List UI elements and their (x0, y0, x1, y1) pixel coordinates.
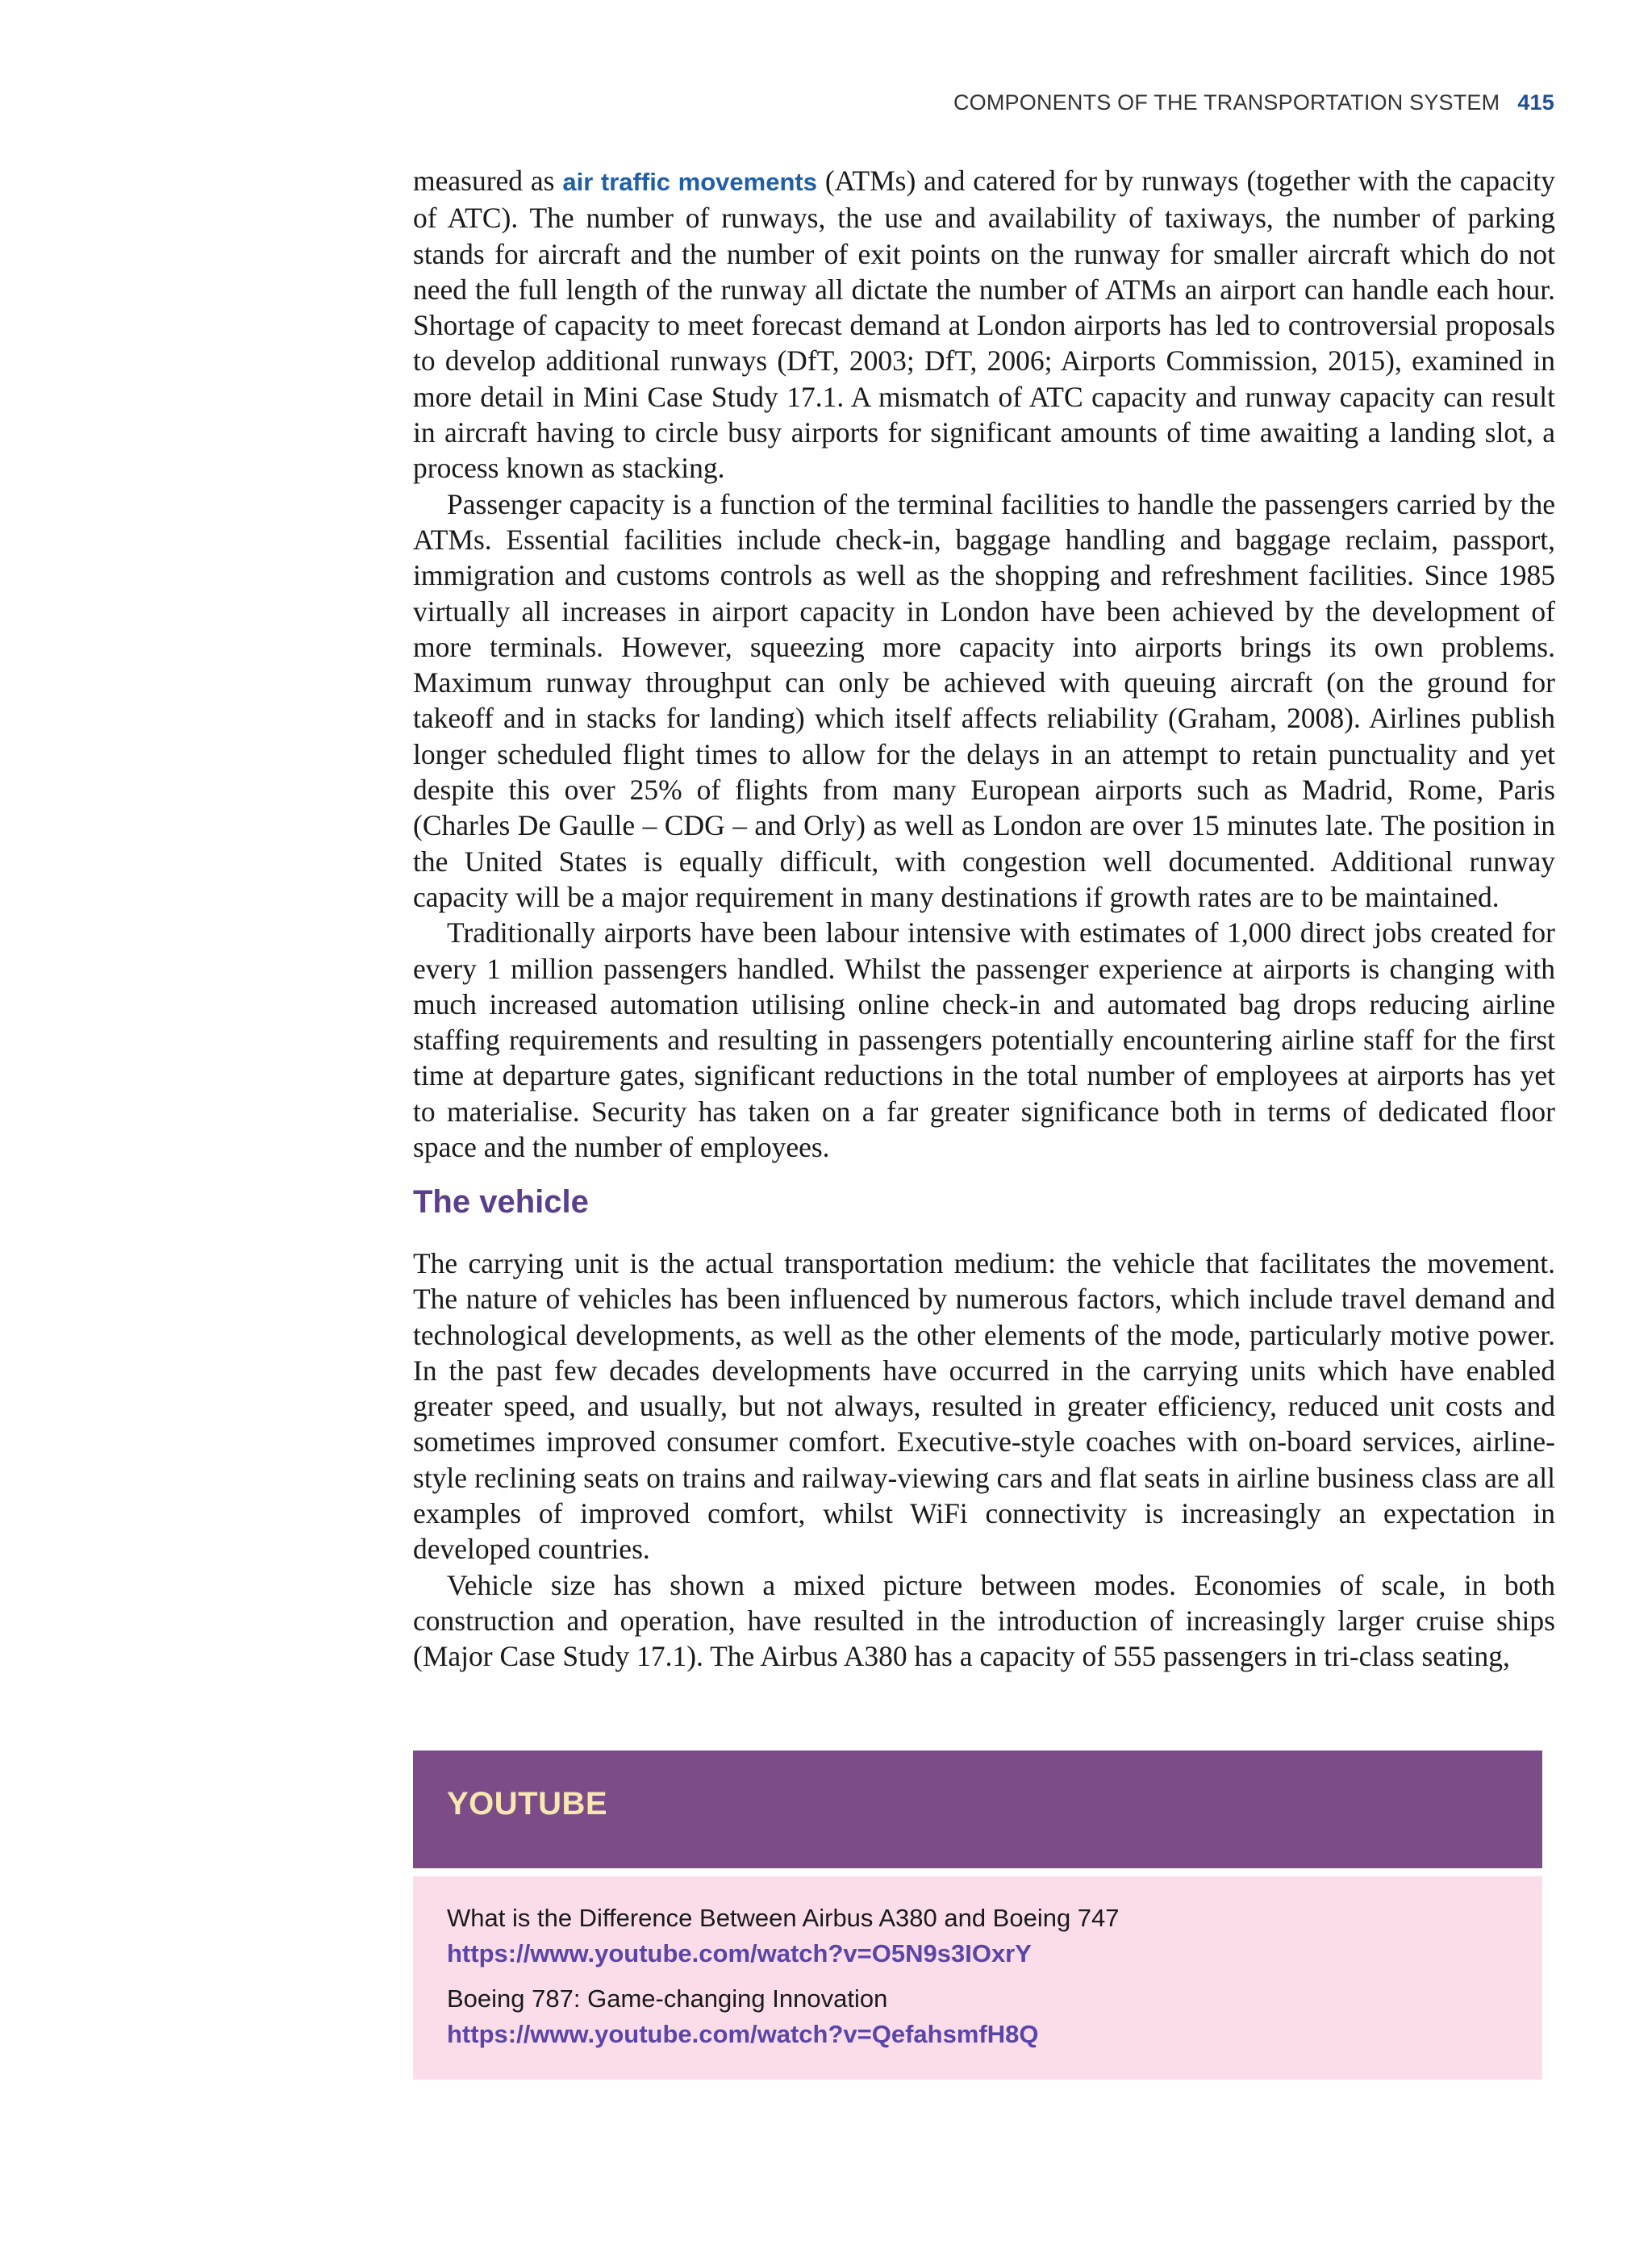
paragraph-carrying-unit: The carrying unit is the actual transportation medium: the vehicle that facilitates the movement. The nature of vehicles has been influenced by numerous factors, which include travel demand and technological developments, as well as the other elements of the mode, particularly motive power. In the past few decades developments have occurred in the carrying units which have enabled greater speed, and usually, but not always, resulted in greater efficiency, reduced unit costs and sometimes improved consumer comfort. Executive-style coaches with on-board services, airline-style reclining seats on trains and railway-viewing cars and flat seats in airline business class are all examples of improved comfort, whilst WiFi connectivity is increasingly an expectation in developed countries. (413, 1247, 1555, 1566)
key-term-air-traffic-movements: air traffic movements (562, 168, 817, 196)
youtube-box-header (413, 1751, 1542, 1868)
paragraph-atm-capacity (413, 163, 1555, 486)
youtube-box (413, 1751, 1542, 2080)
section-heading-vehicle: The vehicle (413, 1184, 589, 1220)
video-title: Boeing 787: Game-changing Innovation (447, 1984, 888, 2013)
youtube-box-body (413, 1876, 1542, 2080)
paragraph-text-lead: measured as (413, 165, 563, 197)
youtube-box-title: YOUTUBE (447, 1786, 608, 1821)
video-title: What is the Difference Between Airbus A380 and Boeing 747 (447, 1904, 1120, 1932)
running-title: COMPONENTS OF THE TRANSPORTATION SYSTEM (953, 90, 1500, 115)
running-head (953, 90, 1554, 115)
video-item-a380-vs-747 (447, 1901, 1508, 1972)
video-item-boeing-787 (447, 1981, 1508, 2052)
body-text-vehicle (413, 1246, 1555, 1675)
paragraph-passenger-capacity: Passenger capacity is a function of the terminal facilities to handle the passengers carried by the ATMs. Essential facilities include check-in, baggage handling and baggage reclaim, passport, immigration and customs controls as well as the shopping and refreshment facilities. Since 1985 virtually all increases in airport capacity in London have been achieved by the development of more terminals. However, squeezing more capacity into airports brings its own problems. Maximum runway throughput can only be achieved with queuing aircraft (on the ground for takeoff and in stacks for landing) which itself affects reliability (Graham, 2008). Airlines publish longer scheduled flight times to allow for the delays in an attempt to retain punctuality and yet despite this over 25% of flights from many European airports such as Madrid, Rome, Paris (Charles De Gaulle – CDG – and Orly) as well as London are over 15 minutes late. The position in the United States is equally difficult, with congestion well documented. Additional runway capacity will be a major requirement in many destinations if growth rates are to be maintained. (413, 487, 1555, 913)
body-text-airport-capacity (413, 163, 1555, 1165)
paragraph-text-rest: (ATMs) and catered for by runways (together with the capacity of ATC). The number of runways, the use and availability of taxiways, the number of parking stands for aircraft and the number of exit points on the runway for smaller aircraft which do not need the full length of the runway all dictate the number of ATMs an airport can handle each hour. Shortage of capacity to meet forecast demand at London airports has led to controversial proposals to develop additional runways (DfT, 2003; DfT, 2006; Airports Commission, 2015), examined in more detail in Mini Case Study 17.1. A mismatch of ATC capacity and runway capacity can result in aircraft having to circle busy airports for significant amounts of time awaiting a landing slot, a process known as stacking. (413, 165, 1556, 485)
paragraph-vehicle-size: Vehicle size has shown a mixed picture between modes. Economies of scale, in both construction and operation, have resulted in the introduction of increasingly larger cruise ships (Major Case Study 17.1). The Airbus A380 has a capacity of 555 passengers in tri-class seating, (413, 1568, 1555, 1673)
video-link[interactable]: https://www.youtube.com/watch?v=O5N9s3IOxrY (447, 1939, 1032, 1968)
paragraph-airport-employment: Traditionally airports have been labour intensive with estimates of 1,000 direct jobs created for every 1 million passengers handled. Whilst the passenger experience at airports is changing with much increased automation utilising online check-in and automated bag drops reducing airline staffing requirements and resulting in passengers potentially encountering airline staff for the first time at departure gates, significant reductions in the total number of employees at airports has yet to materialise. Security has taken on a far greater significance both in terms of dedicated floor space and the number of employees. (413, 916, 1555, 1164)
page-number: 415 (1517, 90, 1554, 115)
video-link[interactable]: https://www.youtube.com/watch?v=QefahsmfH8Q (447, 2020, 1039, 2048)
